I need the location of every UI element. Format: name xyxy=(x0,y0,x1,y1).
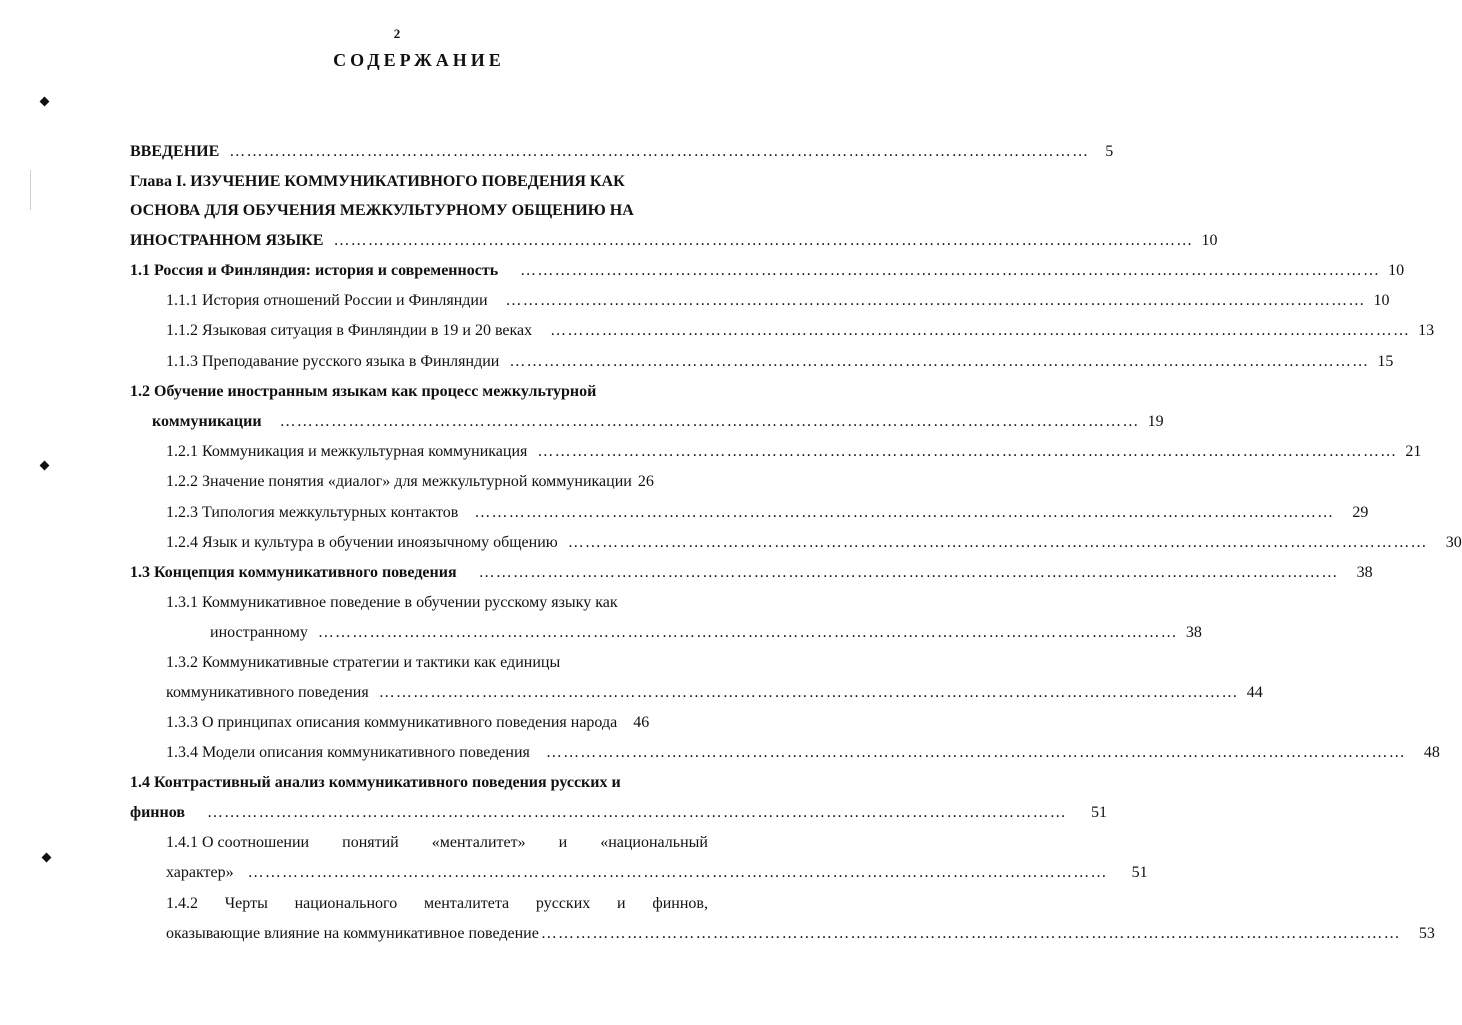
toc-entry-title: 1.1 Россия и Финляндия: история и современность xyxy=(130,262,499,279)
toc-entry-title: коммуникации xyxy=(152,413,262,430)
toc-page-number: 53 xyxy=(1418,925,1435,942)
dot-leader: …………………………………………………………………………………………………………………………………… xyxy=(317,624,1178,641)
dot-leader: …………………………………………………………………………………………………………………………………… xyxy=(537,443,1398,460)
toc-word: финнов, xyxy=(652,895,708,912)
margin-bullet-3 xyxy=(42,853,52,863)
toc-entry-title: 1.3.1 Коммуникативное поведение в обучении русскому языку как xyxy=(166,594,618,611)
toc-entry-1-4[interactable] xyxy=(130,801,1107,825)
toc-entry-1-3[interactable] xyxy=(130,561,1373,585)
toc-entry-title: 1.3 Концепция коммуникативного поведения xyxy=(130,564,457,581)
toc-entry-title: 1.1.2 Языковая ситуация в Финляндии в 19 и 20 веках xyxy=(166,322,533,339)
toc-entry-title: ОСНОВА ДЛЯ ОБУЧЕНИЯ МЕЖКУЛЬТУРНОМУ ОБЩЕНИЮ НА xyxy=(130,202,634,219)
toc-entry-title: 1.2.1 Коммуникация и межкультурная коммуникация xyxy=(166,443,528,460)
toc-entry-1-4-2[interactable] xyxy=(166,922,1435,946)
toc-page-number: 29 xyxy=(1352,504,1369,521)
toc-entry-1-1-1[interactable] xyxy=(166,289,1390,313)
dot-leader: …………………………………………………………………………………………………………………………………… xyxy=(550,322,1411,339)
toc-entry-1-2-2[interactable] xyxy=(166,470,708,494)
toc-page-number: 38 xyxy=(1185,624,1202,641)
toc-subsection-title-line-1-4-2[interactable] xyxy=(166,892,708,916)
toc-page-number: 30 xyxy=(1445,534,1462,551)
dot-leader: …………………………………………………………………………………………………………………………………… xyxy=(247,864,1108,881)
toc-word: и xyxy=(617,895,626,912)
toc-entry-title: 1.1.1 История отношений России и Финляндии xyxy=(166,292,488,309)
dot-leader: …………………………………………………………………………………………………………………………………… xyxy=(206,804,1067,821)
toc-page-number: 5 xyxy=(1105,143,1114,160)
toc-page-number: 44 xyxy=(1246,684,1263,701)
page-title: СОДЕРЖАНИЕ xyxy=(333,50,505,70)
toc-entry-title: иностранному xyxy=(210,624,308,641)
dot-leader: …………………………………………………………………………………………………………………………………… xyxy=(545,744,1406,761)
toc-entry-chapter-1[interactable] xyxy=(130,229,1218,253)
toc-entry-1-1-2[interactable] xyxy=(166,319,1435,343)
toc-section-title-line-1-4[interactable] xyxy=(130,771,708,795)
toc-entry-title: 1.2.3 Типология межкультурных контактов xyxy=(166,504,459,521)
toc-entry-title: 1.2.2 Значение понятия «диалог» для межкультурной коммуникации xyxy=(166,473,632,490)
toc-entry-1-2-4[interactable] xyxy=(166,531,1462,555)
toc-entry-title: 1.3.2 Коммуникативные стратегии и тактики как единицы xyxy=(166,654,561,671)
toc-entry-title: финнов xyxy=(130,804,185,821)
toc-entry-1-3-2[interactable] xyxy=(166,681,1263,705)
dot-leader: …………………………………………………………………………………………………………………………………… xyxy=(567,534,1428,551)
toc-entry-title: 1.4 Контрастивный анализ коммуникативного поведения русских и xyxy=(130,774,621,791)
toc-page-number: 10 xyxy=(1201,232,1218,249)
toc-page-number: 19 xyxy=(1147,413,1164,430)
toc-word: 1.4.2 xyxy=(166,895,198,912)
toc-word: понятий xyxy=(342,834,399,851)
toc-word: русских xyxy=(535,895,591,912)
toc-page-number: 10 xyxy=(1373,292,1390,309)
toc-word: «менталитет» xyxy=(431,834,526,851)
toc-word: менталитета xyxy=(423,895,510,912)
toc-page-number: 13 xyxy=(1418,322,1435,339)
dot-leader: …………………………………………………………………………………………………………………………………… xyxy=(478,564,1339,581)
toc-page-number: 26 xyxy=(637,473,654,490)
toc-entry-title: 1.2.4 Язык и культура в обучении иноязычному общению xyxy=(166,534,558,551)
dot-leader: …………………………………………………………………………………………………………………………………… xyxy=(378,684,1239,701)
toc-entry-title: характер» xyxy=(166,864,234,881)
dot-leader: …………………………………………………………………………………………………………………………………… xyxy=(333,232,1194,249)
toc-entry-title: Глава I. ИЗУЧЕНИЕ КОММУНИКАТИВНОГО ПОВЕДЕНИЯ КАК xyxy=(130,173,625,190)
toc-entry-intro[interactable] xyxy=(130,140,1114,164)
scan-artifact xyxy=(30,170,31,210)
dot-leader: …………………………………………………………………………………………………………………………………… xyxy=(540,925,1401,942)
toc-page-number: 21 xyxy=(1405,443,1422,460)
toc-page-number: 51 xyxy=(1131,864,1148,881)
toc-chapter-title-line-1[interactable] xyxy=(130,170,708,194)
toc-entry-title: 1.3.4 Модели описания коммуникативного поведения xyxy=(166,744,530,761)
toc-entry-title: коммуникативного поведения xyxy=(166,684,369,701)
toc-subsection-title-line-1-3-2[interactable] xyxy=(166,651,708,675)
toc-entry-1-2-3[interactable] xyxy=(166,501,1369,525)
dot-leader: …………………………………………………………………………………………………………………………………… xyxy=(505,292,1366,309)
toc-word: национального xyxy=(294,895,398,912)
toc-entry-title: 1.3.3 О принципах описания коммуникативного поведения народа xyxy=(166,714,618,731)
toc-entry-1-3-4[interactable] xyxy=(166,741,1440,765)
toc-word: Черты xyxy=(224,895,268,912)
toc-page-number: 10 xyxy=(1388,262,1405,279)
toc-entry-1-2[interactable] xyxy=(152,410,1164,434)
toc-entry-1-1[interactable] xyxy=(130,259,1405,283)
toc-page-number: 51 xyxy=(1090,804,1107,821)
toc-word: 1.4.1 О соотношении xyxy=(166,834,310,851)
toc-subsection-title-line-1-3-1[interactable] xyxy=(166,591,708,615)
toc-page-number: 15 xyxy=(1377,353,1394,370)
page-number: 2 xyxy=(393,26,401,41)
dot-leader: …………………………………………………………………………………………………………………………………… xyxy=(279,413,1140,430)
toc-entry-title: оказывающие влияние на коммуникативное поведение xyxy=(166,925,539,942)
dot-leader: …………………………………………………………………………………………………………………………………… xyxy=(509,353,1370,370)
toc-entry-title: 1.1.3 Преподавание русского языка в Финляндии xyxy=(166,353,500,370)
toc-entry-1-3-3[interactable] xyxy=(166,711,708,735)
toc-entry-title: ВВЕДЕНИЕ xyxy=(130,143,220,160)
toc-page-number: 46 xyxy=(633,714,650,731)
toc-entry-title: 1.2 Обучение иностранным языкам как процесс межкультурной xyxy=(130,383,597,400)
margin-bullet-2 xyxy=(40,461,50,471)
dot-leader: …………………………………………………………………………………………………………………………………… xyxy=(520,262,1381,279)
toc-entry-1-2-1[interactable] xyxy=(166,440,1422,464)
toc-subsection-title-line-1-4-1[interactable] xyxy=(166,831,708,855)
toc-entry-1-4-1[interactable] xyxy=(166,861,1148,885)
dot-leader: …………………………………………………………………………………………………………………………………… xyxy=(474,504,1335,521)
toc-page-number: 48 xyxy=(1423,744,1440,761)
dot-leader: …………………………………………………………………………………………………………………………………… xyxy=(229,143,1090,160)
margin-bullet-1 xyxy=(40,97,50,107)
toc-entry-title: ИНОСТРАННОМ ЯЗЫКЕ xyxy=(130,232,324,249)
toc-entry-1-3-1[interactable] xyxy=(210,621,1202,645)
toc-section-title-line-1-2[interactable] xyxy=(130,380,708,404)
toc-page-number: 38 xyxy=(1356,564,1373,581)
toc-word: «национальный xyxy=(600,834,708,851)
toc-word: и xyxy=(558,834,568,851)
toc-chapter-title-line-2[interactable] xyxy=(130,199,708,223)
toc-entry-1-1-3[interactable] xyxy=(166,350,1394,374)
